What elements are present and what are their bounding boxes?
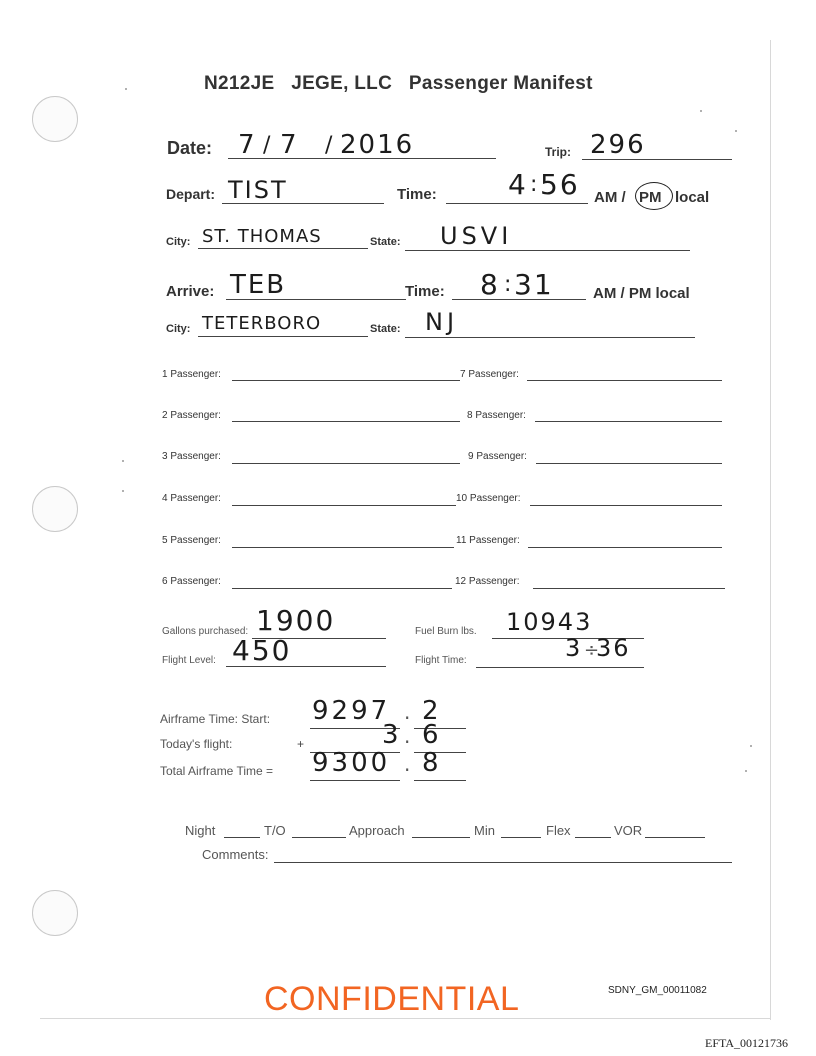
todays-flight-whole: 3 [382,720,401,750]
total-airframe-whole: 9300 [312,748,391,778]
arrive-city-label: City: [166,323,191,335]
arrive-state-label: State: [370,323,401,335]
depart-am-label: AM / [594,189,626,206]
depart-city-value: ST. THOMAS [202,226,322,247]
min-field-line [501,837,541,838]
date-slash: / [325,133,335,158]
total-airframe-whole-line [310,780,400,781]
depart-time-colon: : [530,172,540,197]
passenger-field-line [535,421,722,422]
depart-state-field-line [405,250,690,251]
airframe-start-label: Airframe Time: Start: [160,712,271,726]
scan-speck [122,490,124,492]
todays-flight-plus: + [297,737,305,751]
depart-time-hour: 4 [508,168,528,201]
depart-pm-label: PM [639,189,662,206]
arrive-state-value: NJ [425,308,459,336]
date-label: Date: [167,138,213,158]
passenger-field-line [232,505,456,506]
passenger-field-line [533,588,725,589]
passenger-label: 3 Passenger: [162,451,221,462]
depart-label: Depart: [166,186,216,202]
todays-flight-dot: . [404,724,413,748]
comments-field-line [274,862,732,863]
arrive-time-minute: 31 [514,268,554,301]
passenger-label: 12 Passenger: [455,576,520,587]
scan-speck [745,770,747,772]
passenger-label: 1 Passenger: [162,369,221,380]
arrive-time-colon: : [504,272,514,297]
airframe-start-whole: 9297 [312,696,391,726]
depart-city-field-line [198,248,368,249]
takeoff-field-line [292,837,346,838]
passenger-field-line [527,380,722,381]
binder-hole-middle [32,486,78,532]
date-month-value: 7 [238,130,257,160]
date-year-value: 2016 [340,130,415,160]
todays-flight-tenth: 6 [422,720,441,750]
trip-value: 296 [590,130,646,160]
arrive-time-hour: 8 [480,268,500,301]
fuel-burn-label: Fuel Burn lbs. [415,626,477,637]
passenger-label: 11 Passenger: [456,535,520,546]
total-airframe-tenth-line [414,780,466,781]
efta-number: EFTA_00121736 [705,1036,789,1050]
bates-number: SDNY_GM_00011082 [608,985,707,996]
form-title: Passenger Manifest [408,73,593,94]
vor-field-line [645,837,705,838]
fuel-burn-value: 10943 [506,608,593,636]
arrive-time-label: Time: [405,283,445,300]
flight-time-hours: 3 [565,634,583,662]
scan-speck [735,130,737,132]
binder-hole-bottom [32,890,78,936]
gallons-purchased-value: 1900 [256,604,336,637]
night-label: Night [185,823,216,838]
trip-label: Trip: [545,145,571,159]
flight-time-label: Flight Time: [415,655,467,666]
depart-time-label: Time: [397,186,437,203]
passenger-field-line [536,463,722,464]
approach-label: Approach [349,823,405,838]
approach-field-line [412,837,470,838]
passenger-label: 7 Passenger: [460,369,519,380]
flight-level-label: Flight Level: [162,655,216,666]
company-name: JEGE, LLC [291,73,393,94]
depart-local-label: local [675,189,710,206]
scan-speck [750,745,752,747]
vor-label: VOR [614,823,643,838]
scan-speck [125,88,127,90]
arrive-city-value: TETERBORO [202,313,322,334]
night-field-line [224,837,260,838]
page-right-edge [770,40,771,1020]
flex-field-line [575,837,611,838]
gallons-purchased-label: Gallons purchased: [162,626,249,637]
passenger-label: 8 Passenger: [467,410,526,421]
tail-number: N212JE [204,73,275,94]
passenger-field-line [528,547,722,548]
passenger-field-line [232,421,460,422]
flight-time-field-line [476,667,644,668]
scan-speck [122,460,124,462]
date-day-value: 7 [280,130,299,160]
flight-time-separator: ÷ [584,640,602,661]
passenger-label: 2 Passenger: [162,410,221,421]
total-airframe-label: Total Airframe Time = [160,764,274,778]
binder-hole-top [32,96,78,142]
passenger-field-line [232,547,454,548]
passenger-label: 4 Passenger: [162,493,221,504]
depart-time-minute: 56 [540,168,580,201]
comments-label: Comments: [202,847,269,862]
flight-level-value: 450 [232,634,292,667]
passenger-field-line [232,380,460,381]
confidential-stamp: CONFIDENTIAL [264,980,520,1018]
min-label: Min [474,823,495,838]
takeoff-label: T/O [264,823,286,838]
depart-city-label: City: [166,236,191,248]
depart-airport-value: TIST [228,176,288,204]
depart-time-field-line [446,203,588,204]
total-airframe-tenth: 8 [422,748,441,778]
arrive-state-field-line [405,337,695,338]
arrive-label: Arrive: [166,283,215,300]
arrive-ampm-label: AM / PM local [593,285,690,302]
passenger-label: 5 Passenger: [162,535,221,546]
passenger-label: 10 Passenger: [456,493,521,504]
airframe-start-dot: . [404,700,413,724]
depart-state-value: USVI [440,222,513,250]
date-slash: / [263,133,273,158]
passenger-field-line [530,505,722,506]
depart-state-label: State: [370,236,401,248]
arrive-airport-value: TEB [230,270,287,300]
flex-label: Flex [546,823,571,838]
airframe-start-tenth: 2 [422,696,441,726]
scan-speck [700,110,702,112]
passenger-field-line [232,463,460,464]
passenger-field-line [232,588,452,589]
passenger-label: 6 Passenger: [162,576,221,587]
form-header [204,73,593,95]
arrive-city-field-line [198,336,368,337]
total-airframe-dot: . [404,752,413,776]
todays-flight-label: Today's flight: [160,737,233,751]
flight-time-minutes: 36 [596,634,631,662]
passenger-label: 9 Passenger: [468,451,527,462]
